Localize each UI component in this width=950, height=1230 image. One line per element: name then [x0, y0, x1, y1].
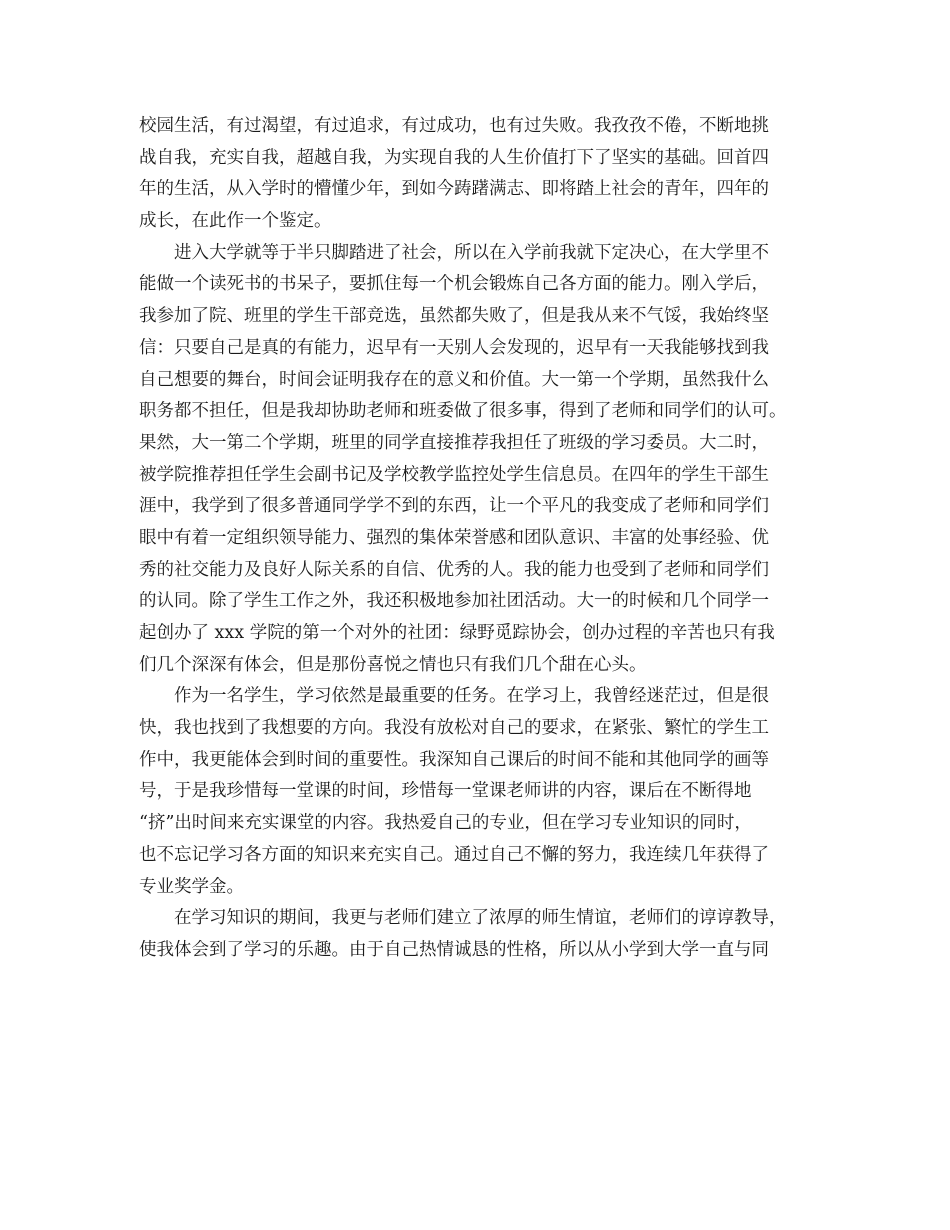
text-line: 起创办了 xxx 学院的第一个对外的社团：绿野觅踪协会，创办过程的辛苦也只有我 [139, 623, 775, 643]
text-line: 专业奖学金。 [139, 876, 244, 897]
text-line: 眼中有着一定组织领导能力、强烈的集体荣誉感和团队意识、丰富的处事经验、优 [139, 527, 769, 548]
text-line: 能做一个读死书的书呆子，要抓住每一个机会锻炼自己各方面的能力。刚入学后， [139, 274, 769, 295]
text-line: 使我体会到了学习的乐趣。由于自己热情诚恳的性格，所以从小学到大学一直与同 [139, 939, 769, 960]
text-line: 作为一名学生，学习依然是最重要的任务。在学习上，我曾经迷茫过，但是很 [174, 686, 769, 707]
text-line: 涯中，我学到了很多普通同学学不到的东西，让一个平凡的我变成了老师和同学们 [139, 496, 769, 517]
body-text [139, 111, 829, 967]
text-line: 号，于是我珍惜每一堂课的时间，珍惜每一堂课老师讲的内容，课后在不断得地 [139, 781, 752, 802]
text-line: 成长，在此作一个鉴定。 [139, 211, 332, 232]
text-line: 年的生活，从入学时的懵懂少年，到如今踌躇满志、即将踏上社会的青年，四年的 [139, 179, 769, 200]
text-line: 战自我，充实自我，超越自我，为实现自我的人生价值打下了坚实的基础。回首四 [139, 147, 769, 168]
text-line: 信：只要自己是真的有能力，迟早有一天别人会发现的，迟早有一天我能够找到我 [139, 337, 769, 358]
text-line: 被学院推荐担任学生会副书记及学校教学监控处学生信息员。在四年的学生干部生 [139, 464, 769, 485]
text-line: 果然，大一第二个学期，班里的同学直接推荐我担任了班级的学习委员。大二时， [139, 432, 769, 453]
text-line: 自己想要的舞台，时间会证明我存在的意义和价值。大一第一个学期，虽然我什么 [139, 369, 769, 390]
text-line: 在学习知识的期间，我更与老师们建立了浓厚的师生情谊，老师们的谆谆教导， [174, 908, 787, 929]
text-line: 进入大学就等于半只脚踏进了社会，所以在入学前我就下定决心，在大学里不 [174, 242, 769, 263]
text-line: 的认同。除了学生工作之外，我还积极地参加社团活动。大一的时候和几个同学一 [139, 591, 769, 612]
text-line: 作中，我更能体会到时间的重要性。我深知自己课后的时间不能和其他同学的画等 [139, 749, 769, 770]
text-line: 也不忘记学习各方面的知识来充实自己。通过自己不懈的努力，我连续几年获得了 [139, 844, 769, 865]
text-line: 校园生活，有过渴望，有过追求，有过成功，也有过失败。我孜孜不倦，不断地挑 [139, 116, 769, 136]
text-line: 职务都不担任，但是我却协助老师和班委做了很多事，得到了老师和同学们的认可。 [139, 401, 787, 422]
text-line: 们几个深深有体会，但是那份喜悦之情也只有我们几个甜在心头。 [139, 654, 647, 675]
text-line: 秀的社交能力及良好人际关系的自信、优秀的人。我的能力也受到了老师和同学们 [139, 559, 769, 580]
text-line: 快，我也找到了我想要的方向。我没有放松对自己的要求，在紧张、繁忙的学生工 [139, 718, 769, 739]
text-line: 我参加了院、班里的学生干部竞选，虽然都失败了，但是我从来不气馁，我始终坚 [139, 306, 769, 327]
text-line: “挤”出时间来充实课堂的内容。我热爱自己的专业，但在学习专业知识的同时， [139, 813, 752, 834]
